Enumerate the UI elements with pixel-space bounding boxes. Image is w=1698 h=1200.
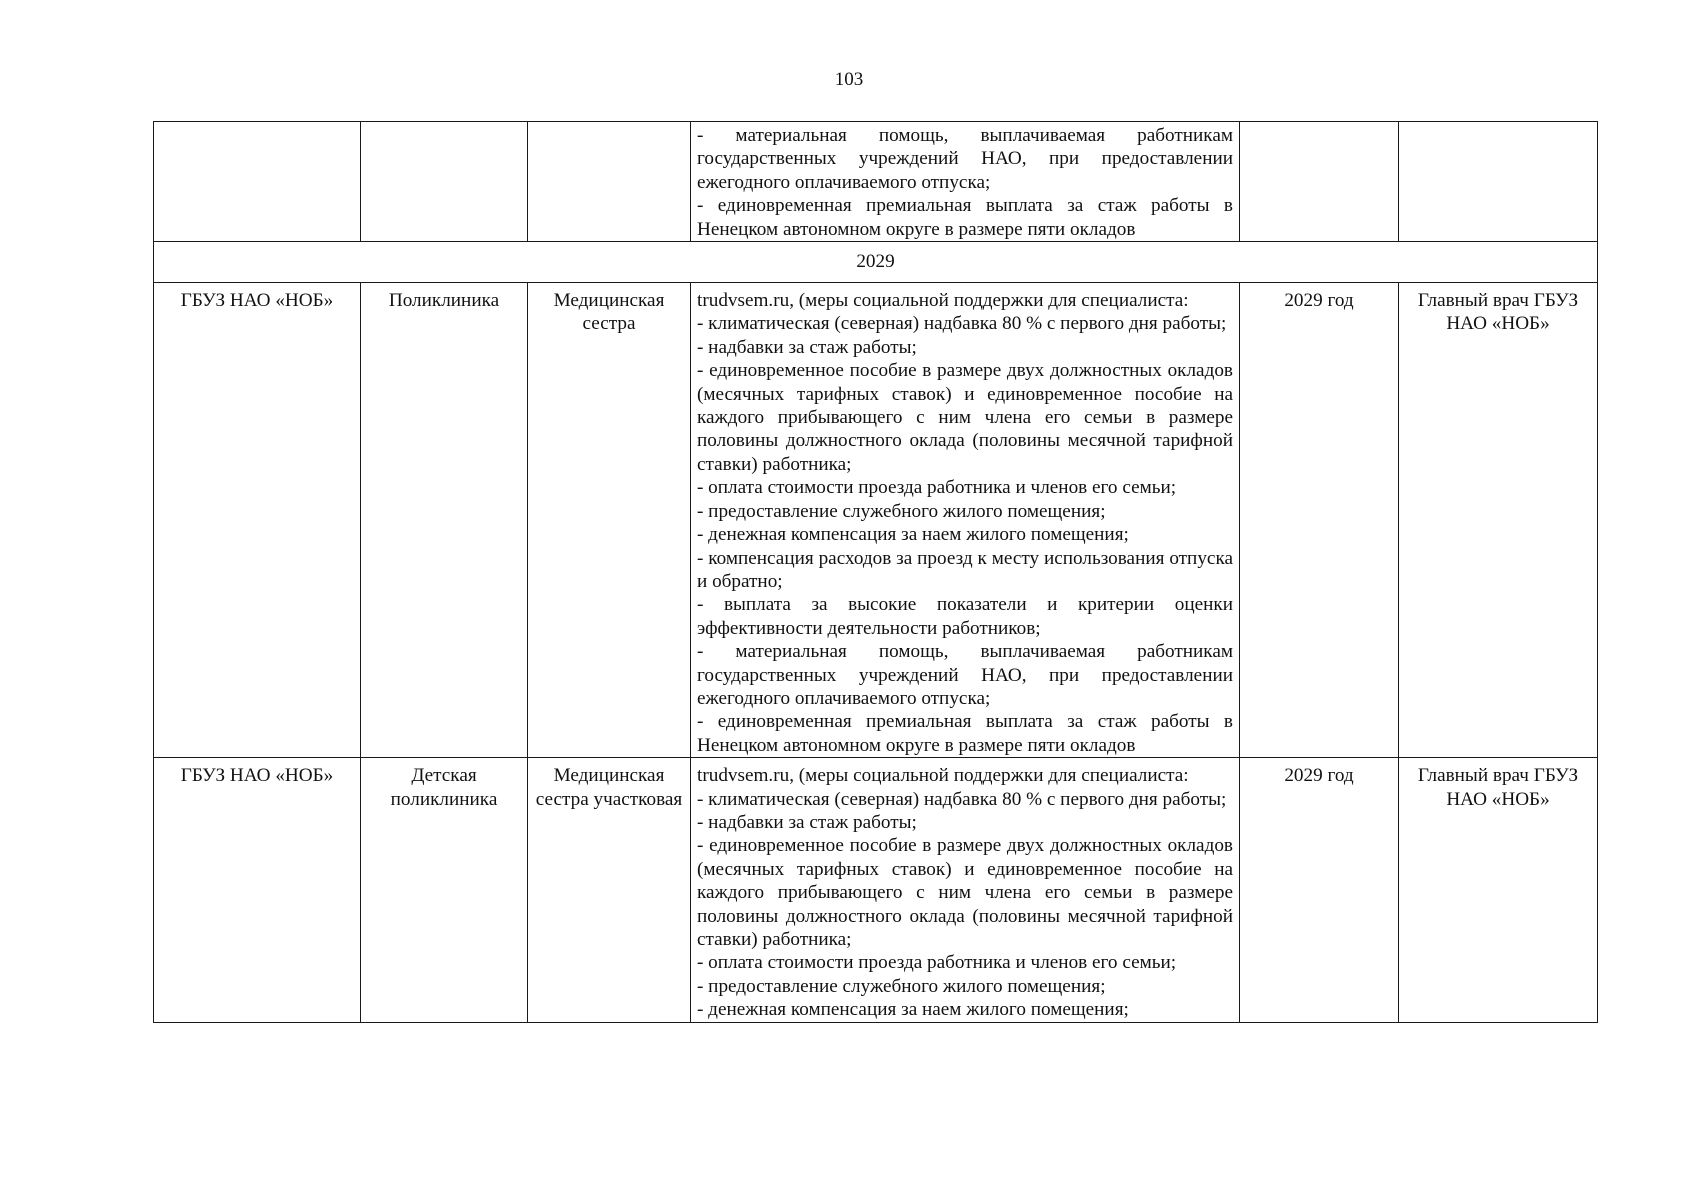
department-cell [361,122,528,242]
year-header-row [154,242,1598,283]
measure-item: - оплата стоимости проезда работника и членов его семьи; [697,952,1177,974]
page-number: 103 [834,69,864,90]
measure-item: - единовременная премиальная выплата за стаж работы в Ненецком автономном округе в размере пяти окладов [697,195,1233,240]
position-cell: Медицинская сестра [528,283,691,758]
table-row [154,758,1598,1022]
institution-cell [154,122,361,242]
table-row [154,283,1598,758]
measure-item: - предоставление служебного жилого помещения; [697,500,1106,522]
measure-item: - надбавки за стаж работы; [697,811,917,833]
position-cell [528,122,691,242]
period-cell: 2029 год [1240,283,1399,758]
measure-item: - материальная помощь, выплачиваемая работникам государственных учреждений НАО, при предоставлении ежегодного оплачиваемого отпуска; [697,641,1233,709]
continuation-row [154,122,1598,242]
measures-cell [691,758,1240,1022]
department-cell: Поликлиника [361,283,528,758]
measure-item: - компенсация расходов за проезд к месту использования отпуска и обратно; [697,547,1233,592]
measure-item: - оплата стоимости проезда работника и членов его семьи; [697,477,1177,499]
measure-item: - единовременное пособие в размере двух должностных окладов (месячных тарифных ставок) и единовременное пособие на каждого прибывающего с ним члена его семьи в размере половины должностного оклада (половины месячной тарифной ставки) работника; [697,835,1233,950]
year-header: 2029 [154,242,1598,283]
position-cell: Медицинская сестра участковая [528,758,691,1022]
institution-cell: ГБУЗ НАО «НОБ» [154,283,361,758]
measure-item: - предоставление служебного жилого помещения; [697,975,1106,997]
measure-item: - денежная компенсация за наем жилого помещения; [697,999,1129,1021]
period-cell: 2029 год [1240,758,1399,1022]
measures-cell [691,122,1240,242]
department-cell: Детская поликлиника [361,758,528,1022]
measures-cell [691,283,1240,758]
institution-cell: ГБУЗ НАО «НОБ» [154,758,361,1022]
measure-item: - климатическая (северная) надбавка 80 % с первого дня работы; [697,788,1227,810]
responsible-cell: Главный врач ГБУЗ НАО «НОБ» [1399,758,1598,1022]
measure-item: - надбавки за стаж работы; [697,336,917,358]
measure-item: - единовременная премиальная выплата за стаж работы в Ненецком автономном округе в размере пяти окладов [697,711,1233,756]
measure-item: - выплата за высокие показатели и критерии оценки эффективности деятельности работников; [697,594,1233,639]
period-cell [1240,122,1399,242]
measure-item: - материальная помощь, выплачиваемая работникам государственных учреждений НАО, при предоставлении ежегодного оплачиваемого отпуска; [697,125,1233,193]
measures-intro: trudvsem.ru, (меры социальной поддержки для специалиста: [697,290,1189,312]
measure-item: - единовременное пособие в размере двух должностных окладов (месячных тарифных ставок) и единовременное пособие на каждого прибывающего с ним члена его семьи в размере половины должностного оклада (половины месячной тарифной ставки) работника; [697,360,1233,475]
responsible-cell: Главный врач ГБУЗ НАО «НОБ» [1399,283,1598,758]
measure-item: - денежная компенсация за наем жилого помещения; [697,524,1129,546]
measure-item: - климатическая (северная) надбавка 80 % с первого дня работы; [697,313,1227,335]
responsible-cell [1399,122,1598,242]
measures-table [153,121,1598,1023]
measures-intro: trudvsem.ru, (меры социальной поддержки для специалиста: [697,765,1189,787]
